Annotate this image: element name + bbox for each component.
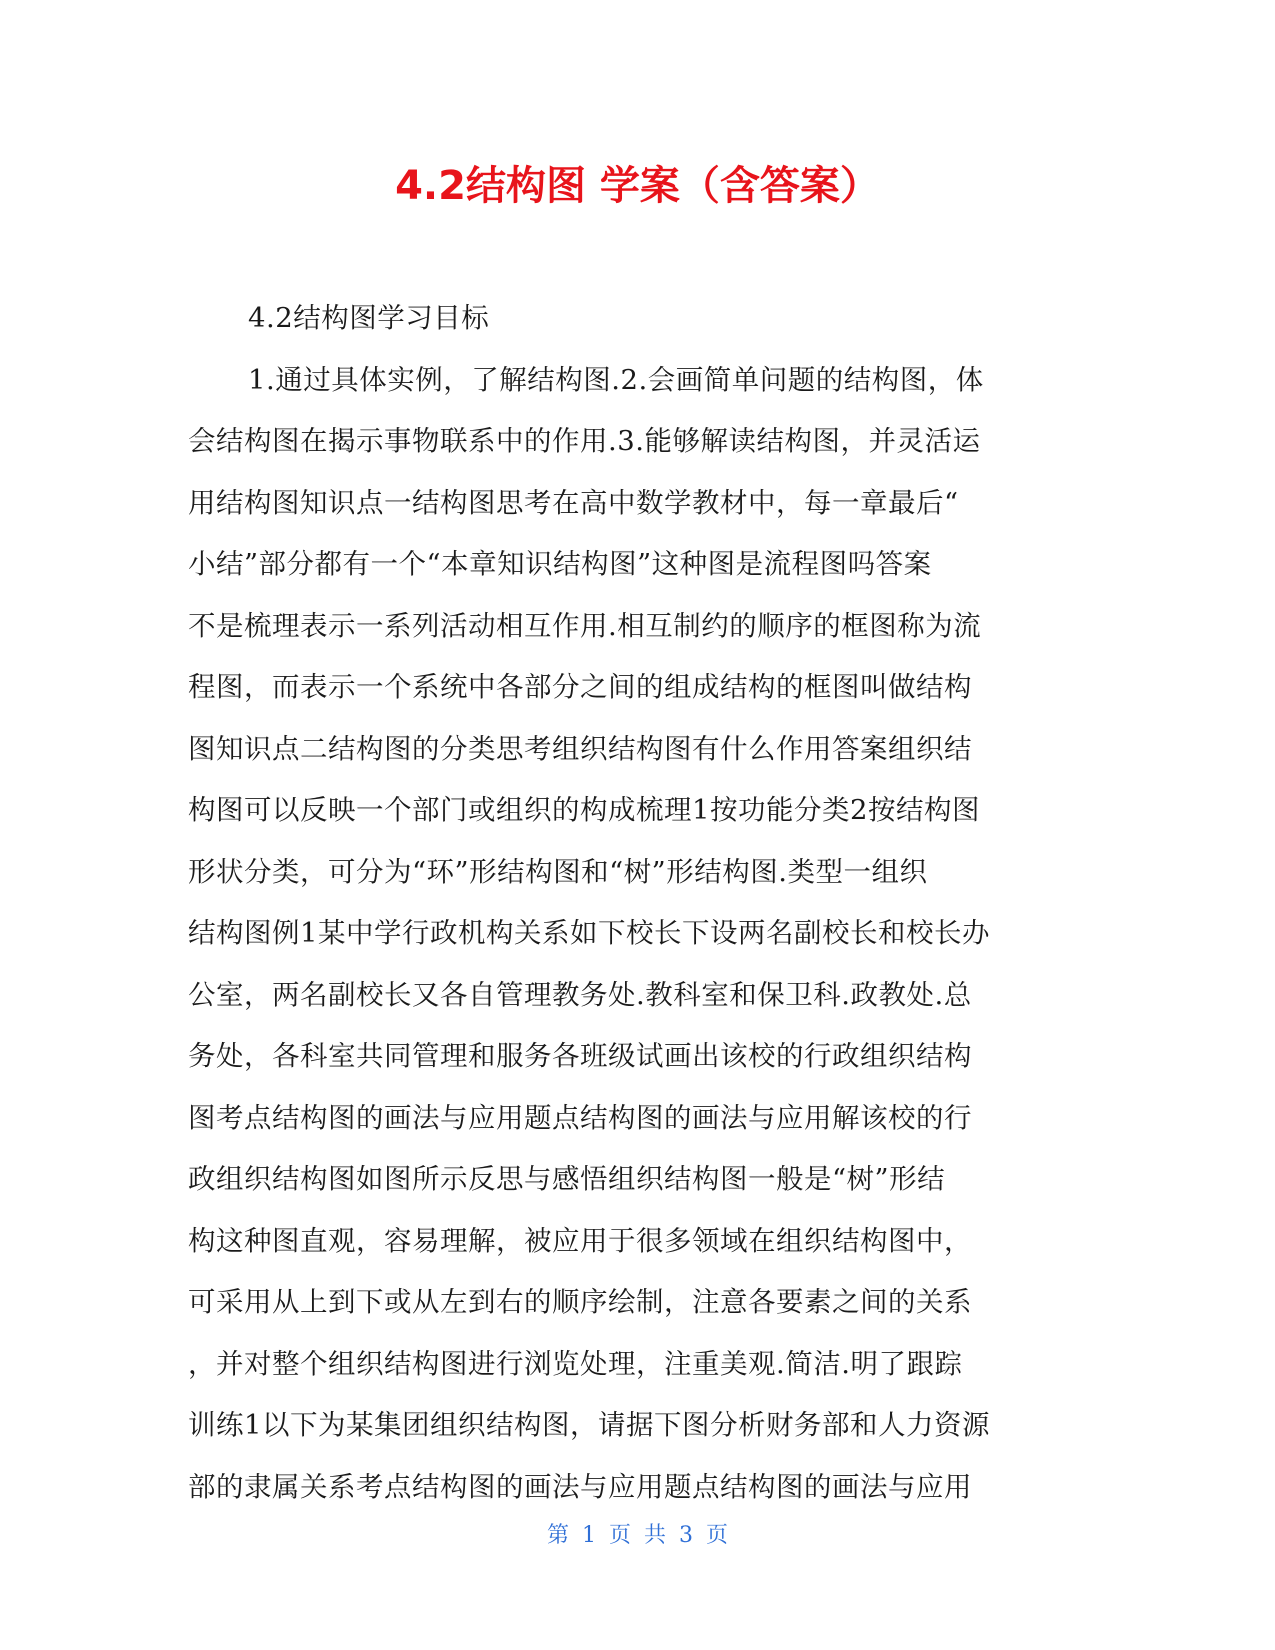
body-line: 公室，两名副校长又各自管理教务处.教科室和保卫科.政教处.总 — [188, 978, 972, 1011]
body-line: 程图，而表示一个系统中各部分之间的组成结构的框图叫做结构 — [188, 671, 972, 703]
body-line: 形状分类，可分为“环”形结构图和“树”形结构图.类型一组织 — [188, 855, 928, 888]
document-title: 4.2结构图 学案（含答案） — [395, 163, 880, 209]
page-footer: 第 1 页 共 3 页 — [547, 1523, 728, 1548]
body-line: 可采用从上到下或从左到右的顺序绘制，注意各要素之间的关系 — [188, 1286, 972, 1318]
body-line: 部的隶属关系考点结构图的画法与应用题点结构图的画法与应用 — [188, 1470, 972, 1503]
body-line: ，并对整个组织结构图进行浏览处理，注重美观.简洁.明了跟踪 — [188, 1347, 963, 1380]
body-line: 会结构图在揭示事物联系中的作用.3.能够解读结构图，并灵活运 — [188, 425, 981, 457]
body-line: 图考点结构图的画法与应用题点结构图的画法与应用解该校的行 — [188, 1101, 972, 1134]
body-line: 务处，各科室共同管理和服务各班级试画出该校的行政组织结构 — [188, 1040, 972, 1072]
body-line: 4.2结构图学习目标 — [248, 302, 490, 334]
body-line: 构这种图直观，容易理解，被应用于很多领域在组织结构图中， — [188, 1224, 972, 1257]
body-line: 训练1以下为某集团组织结构图，请据下图分析财务部和人力资源 — [188, 1409, 990, 1441]
body-line: 结构图例1某中学行政机构关系如下校长下设两名副校长和校长办 — [188, 917, 990, 949]
body-line: 图知识点二结构图的分类思考组织结构图有什么作用答案组织结 — [188, 732, 972, 765]
body-line: 小结”部分都有一个“本章知识结构图”这种图是流程图吗答案 — [188, 548, 932, 580]
body-line: 1.通过具体实例，了解结构图.2.会画简单问题的结构图，体 — [248, 363, 984, 396]
body-line: 用结构图知识点一结构图思考在高中数学教材中，每一章最后“ — [188, 486, 959, 519]
body-line: 构图可以反映一个部门或组织的构成梳理1按功能分类2按结构图 — [188, 794, 980, 826]
body-line: 政组织结构图如图所示反思与感悟组织结构图一般是“树”形结 — [188, 1163, 946, 1195]
body-line: 不是梳理表示一系列活动相互作用.相互制约的顺序的框图称为流 — [188, 609, 982, 642]
document-body — [188, 288, 1088, 1518]
